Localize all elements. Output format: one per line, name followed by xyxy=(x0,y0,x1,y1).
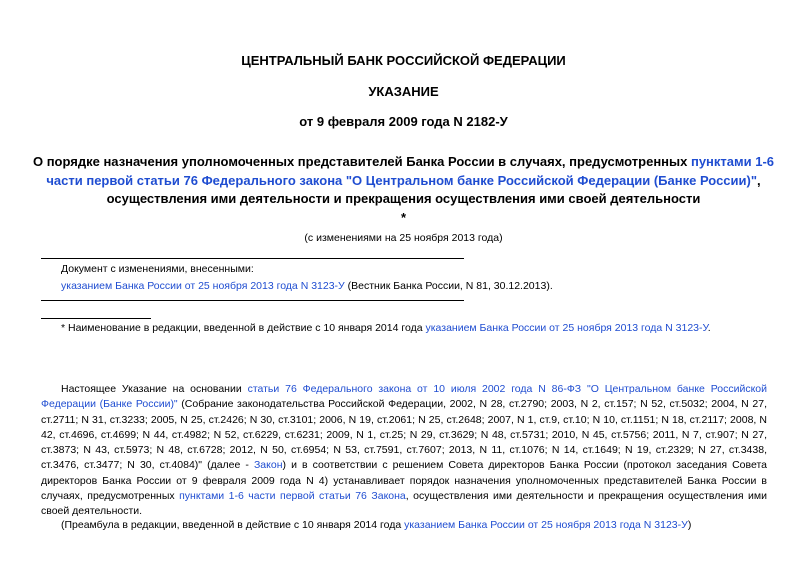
body-start: Настоящее Указание на основании xyxy=(61,383,248,395)
footnote-divider xyxy=(41,318,151,319)
changes-link[interactable]: указанием Банка России от 25 ноября 2013 года N 3123-У xyxy=(61,280,345,292)
body-paragraph xyxy=(41,382,767,520)
title-law-link[interactable]: пунктами 1-6 части первой статьи 76 Федерального закона "О Центральном банке Российской Федерации (Банке России)" xyxy=(46,154,775,188)
body-decision: ) и в соответствии с решением Совета директоров Банка России (протокол заседания Совета директоров Банка России от 9 февраля 2009 года N 4) устанавливает порядок назначения уполномоченных представителей Банка России в случаях, предусмотренных xyxy=(41,459,768,503)
changes-bottom-divider xyxy=(41,300,464,301)
changes-entry xyxy=(61,280,553,292)
amendments-note: (с изменениями на 25 ноября 2013 года) xyxy=(304,232,503,244)
body-law-link[interactable]: статьи 76 Федерального закона от 10 июля 2002 года N 86-ФЗ "О Центральном банке Российской Федерации (Банке России)" xyxy=(41,383,767,411)
title-asterisk: * xyxy=(400,209,407,225)
body-end: , осуществления ими деятельности и прекращения осуществления ими своей деятельности. xyxy=(41,490,767,518)
preamble-end: ) xyxy=(687,519,692,531)
title-text-part1: О порядке назначения уполномоченных представителей Банка России в случаях, предусмотренных xyxy=(32,154,691,169)
footnote-link[interactable]: указанием Банка России от 25 ноября 2013 года N 3123-У xyxy=(425,322,708,334)
footnote xyxy=(61,322,711,334)
document-title xyxy=(30,153,777,227)
body-citation: (Собрание законодательства Российской Федерации, 2002, N 28, ст.2790; 2003, N 2, ст.157; N 52, ст.5032; 2004, N 27, ст.2711; N 31, ст.3233; 2005, N 25, ст.2426; N 30, ст.3101; 2006, N 19, ст.2061; N 25, ст.2648; 2007, N 1, ст.9, ст.10; N 10, ст.1151; N 18, ст.2117; 2008, N 42, ст.4696, ст.4699; N 44, ст.4982; N 52, ст.6229, ст.6231; 2009, N 1, ст.25; N 29, ст.3629; N 48, ст.5731; 2010, N 45, ст.5756; 2011, N 7, ст.907; N 27, ст.3873; N 43, ст.5973; N 48, ст.6728; 2012, N 50, ст.6954; N 53, ст.7591, ст.7607; 2013, N 11, ст.1076; N 14, ст.1649; N 19, ст.2329; N 27, ст.3438, ст.3476, ст.3477; N 30, ст.4084)" (далее - xyxy=(41,398,767,472)
preamble-link[interactable]: указанием Банка России от 25 ноября 2013 года N 3123-У xyxy=(404,519,688,531)
changes-source: (Вестник Банка России, N 81, 30.12.2013). xyxy=(344,280,553,292)
issuer-heading: ЦЕНТРАЛЬНЫЙ БАНК РОССИЙСКОЙ ФЕДЕРАЦИИ xyxy=(241,53,566,68)
footnote-text: * Наименование в редакции, введенной в действие с 10 января 2014 года xyxy=(61,322,426,334)
preamble-note xyxy=(61,519,691,531)
footnote-end: . xyxy=(707,322,711,334)
changes-top-divider xyxy=(41,258,464,259)
title-text-part2: , осуществления ими деятельности и прекращения осуществления ими своей деятельности xyxy=(106,172,761,206)
document-date-number: от 9 февраля 2009 года N 2182-У xyxy=(299,114,508,129)
body-points-link[interactable]: пунктами 1-6 части первой статьи 76 Закона xyxy=(179,490,406,503)
body-zakon-link[interactable]: Закон xyxy=(253,459,283,472)
changes-intro: Документ с изменениями, внесенными: xyxy=(61,263,254,275)
preamble-text: (Преамбула в редакции, введенной в действие с 10 января 2014 года xyxy=(61,519,405,531)
document-type: УКАЗАНИЕ xyxy=(368,84,439,99)
